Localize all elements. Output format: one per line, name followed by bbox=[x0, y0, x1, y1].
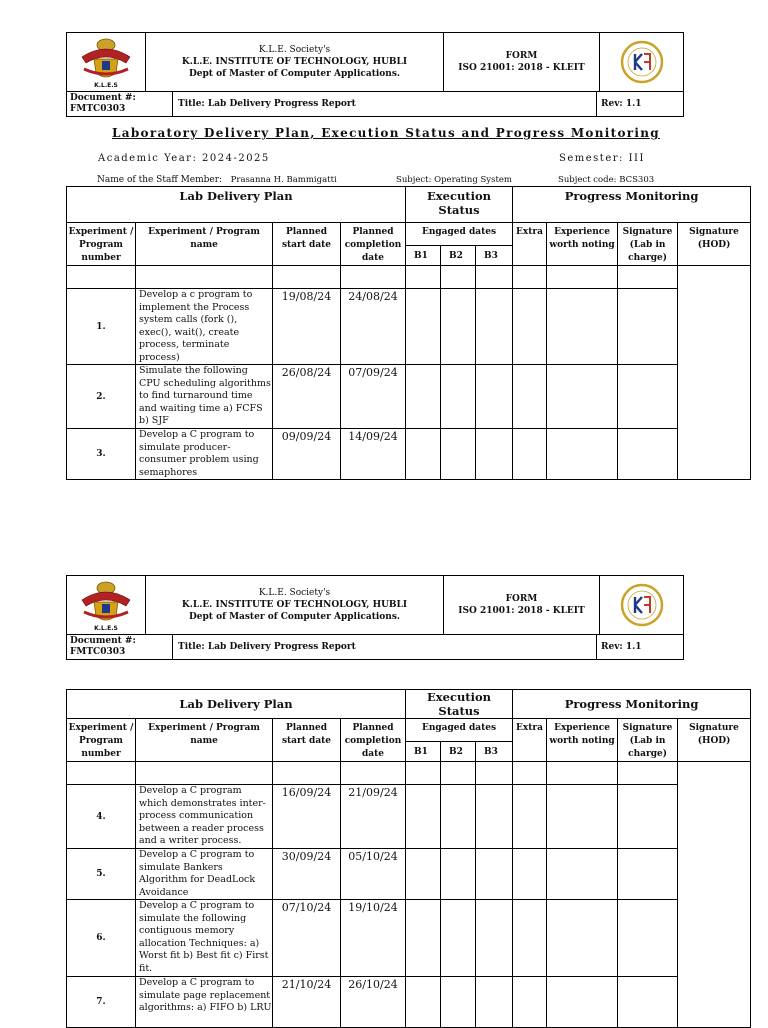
col-exp-number: Experiment / Program number bbox=[67, 223, 136, 266]
col-exp-name: Experiment / Program name bbox=[136, 223, 273, 266]
col-signature-lab: Signature (Lab in charge) bbox=[618, 719, 678, 762]
exp-number: 7. bbox=[67, 977, 136, 1028]
table-row bbox=[67, 785, 751, 849]
society-name: K.L.E. Society's bbox=[258, 588, 331, 598]
table-row bbox=[67, 365, 751, 429]
iso-standard: ISO 21001: 2018 - KLEIT bbox=[458, 606, 585, 616]
col-engaged-dates: Engaged dates bbox=[406, 719, 513, 742]
col-b2: B2 bbox=[441, 246, 476, 266]
exp-name: Develop a c program to implement the Process system calls (fork (), exec(), wait(), create process, terminate process) bbox=[136, 289, 273, 365]
staff-member bbox=[97, 175, 337, 185]
revision: Rev: 1.1 bbox=[601, 99, 642, 109]
end-date: 07/09/24 bbox=[341, 365, 406, 429]
start-date: 26/08/24 bbox=[273, 365, 341, 429]
kles-logo bbox=[67, 33, 146, 91]
report-title-cell: Title: Lab Delivery Progress Report bbox=[173, 92, 597, 116]
section-execution-status: Execution Status bbox=[406, 187, 513, 223]
logo-label: K.L.E.S bbox=[94, 625, 118, 632]
staff-label: Name of the Staff Member: bbox=[97, 175, 223, 185]
start-date: 30/09/24 bbox=[273, 849, 341, 900]
section-execution-status: Execution Status bbox=[406, 690, 513, 719]
section-lab-delivery-plan: Lab Delivery Plan bbox=[67, 690, 406, 719]
section-progress-monitoring: Progress Monitoring bbox=[513, 187, 751, 223]
end-date: 26/10/24 bbox=[341, 977, 406, 1028]
table-row bbox=[67, 900, 751, 977]
start-date: 07/10/24 bbox=[273, 900, 341, 977]
exp-name: Develop a C program to simulate producer-consumer problem using semaphores bbox=[136, 429, 273, 480]
institute-name: K.L.E. INSTITUTE OF TECHNOLOGY, HUBLI bbox=[181, 57, 408, 67]
subject: Subject: Operating System bbox=[396, 175, 512, 185]
document-number: FMTC0303 bbox=[70, 647, 126, 657]
exp-name: Develop a C program to simulate page replacement algorithms: a) FIFO b) LRU bbox=[136, 977, 273, 1028]
col-engaged-dates: Engaged dates bbox=[406, 223, 513, 246]
table-row bbox=[67, 849, 751, 900]
start-date: 19/08/24 bbox=[273, 289, 341, 365]
revision: Rev: 1.1 bbox=[601, 642, 642, 652]
form-header-1 bbox=[66, 32, 684, 117]
start-date: 16/09/24 bbox=[273, 785, 341, 849]
iso-standard: ISO 21001: 2018 - KLEIT bbox=[458, 63, 585, 73]
exp-name: Develop a C program which demonstrates inter-process communication between a reader process and a writer process. bbox=[136, 785, 273, 849]
end-date: 24/08/24 bbox=[341, 289, 406, 365]
start-date: 21/10/24 bbox=[273, 977, 341, 1028]
document-label: Document #: bbox=[70, 636, 136, 646]
exp-name: Develop a C program to simulate Bankers Algorithm for DeadLock Avoidance bbox=[136, 849, 273, 900]
end-date: 14/09/24 bbox=[341, 429, 406, 480]
lab-plan-table-2 bbox=[66, 689, 751, 1028]
report-heading: Laboratory Delivery Plan, Execution Status and Progress Monitoring bbox=[112, 126, 660, 140]
exp-number: 2. bbox=[67, 365, 136, 429]
document-number: FMTC0303 bbox=[70, 104, 126, 114]
kleit-seal-icon bbox=[620, 583, 664, 627]
exp-number: 6. bbox=[67, 900, 136, 977]
col-start-date: Planned start date bbox=[273, 719, 341, 762]
kles-emblem-icon bbox=[76, 35, 136, 83]
col-b3: B3 bbox=[476, 742, 513, 762]
logo-label: K.L.E.S bbox=[94, 82, 118, 89]
end-date: 19/10/24 bbox=[341, 900, 406, 977]
subject-code: Subject code: BCS303 bbox=[558, 175, 655, 185]
department-name: Dept of Master of Computer Applications. bbox=[188, 69, 401, 79]
exp-name: Develop a C program to simulate the following contiguous memory allocation Techniques: a) Worst fit b) Best fit c) First fit. bbox=[136, 900, 273, 977]
lab-plan-table-1 bbox=[66, 186, 751, 480]
col-extra: Extra bbox=[513, 719, 547, 762]
kles-logo bbox=[67, 576, 146, 634]
col-extra: Extra bbox=[513, 223, 547, 266]
staff-name: Prasanna H. Bammigatti bbox=[230, 175, 337, 185]
end-date: 05/10/24 bbox=[341, 849, 406, 900]
col-experience: Experience worth noting bbox=[547, 719, 618, 762]
form-label: FORM bbox=[505, 51, 538, 61]
end-date: 21/09/24 bbox=[341, 785, 406, 849]
table-row bbox=[67, 429, 751, 480]
institute-name: K.L.E. INSTITUTE OF TECHNOLOGY, HUBLI bbox=[181, 600, 408, 610]
exp-number: 1. bbox=[67, 289, 136, 365]
exp-number: 3. bbox=[67, 429, 136, 480]
col-signature-lab: Signature (Lab in charge) bbox=[618, 223, 678, 266]
col-signature-hod: Signature (HOD) bbox=[678, 223, 751, 266]
col-b1: B1 bbox=[406, 742, 441, 762]
document-label: Document #: bbox=[70, 93, 136, 103]
exp-number: 4. bbox=[67, 785, 136, 849]
col-b2: B2 bbox=[441, 742, 476, 762]
society-name: K.L.E. Society's bbox=[258, 45, 331, 55]
form-header-2 bbox=[66, 575, 684, 660]
section-lab-delivery-plan: Lab Delivery Plan bbox=[67, 187, 406, 223]
academic-year: Academic Year: 2024-2025 bbox=[98, 153, 270, 164]
exp-number: 5. bbox=[67, 849, 136, 900]
semester: Semester: III bbox=[559, 153, 645, 164]
col-b1: B1 bbox=[406, 246, 441, 266]
col-experience: Experience worth noting bbox=[547, 223, 618, 266]
start-date: 09/09/24 bbox=[273, 429, 341, 480]
col-b3: B3 bbox=[476, 246, 513, 266]
col-completion-date: Planned completion date bbox=[341, 719, 406, 762]
col-completion-date: Planned completion date bbox=[341, 223, 406, 266]
exp-name: Simulate the following CPU scheduling algorithms to find turnaround time and waiting time a) FCFS b) SJF bbox=[136, 365, 273, 429]
kleit-seal-icon bbox=[620, 40, 664, 84]
department-name: Dept of Master of Computer Applications. bbox=[188, 612, 401, 622]
col-start-date: Planned start date bbox=[273, 223, 341, 266]
table-row bbox=[67, 977, 751, 1028]
col-exp-number: Experiment / Program number bbox=[67, 719, 136, 762]
table-row bbox=[67, 289, 751, 365]
col-signature-hod: Signature (HOD) bbox=[678, 719, 751, 762]
form-label: FORM bbox=[505, 594, 538, 604]
section-progress-monitoring: Progress Monitoring bbox=[513, 690, 751, 719]
kles-emblem-icon bbox=[76, 578, 136, 626]
report-title-cell: Title: Lab Delivery Progress Report bbox=[173, 635, 597, 659]
col-exp-name: Experiment / Program name bbox=[136, 719, 273, 762]
